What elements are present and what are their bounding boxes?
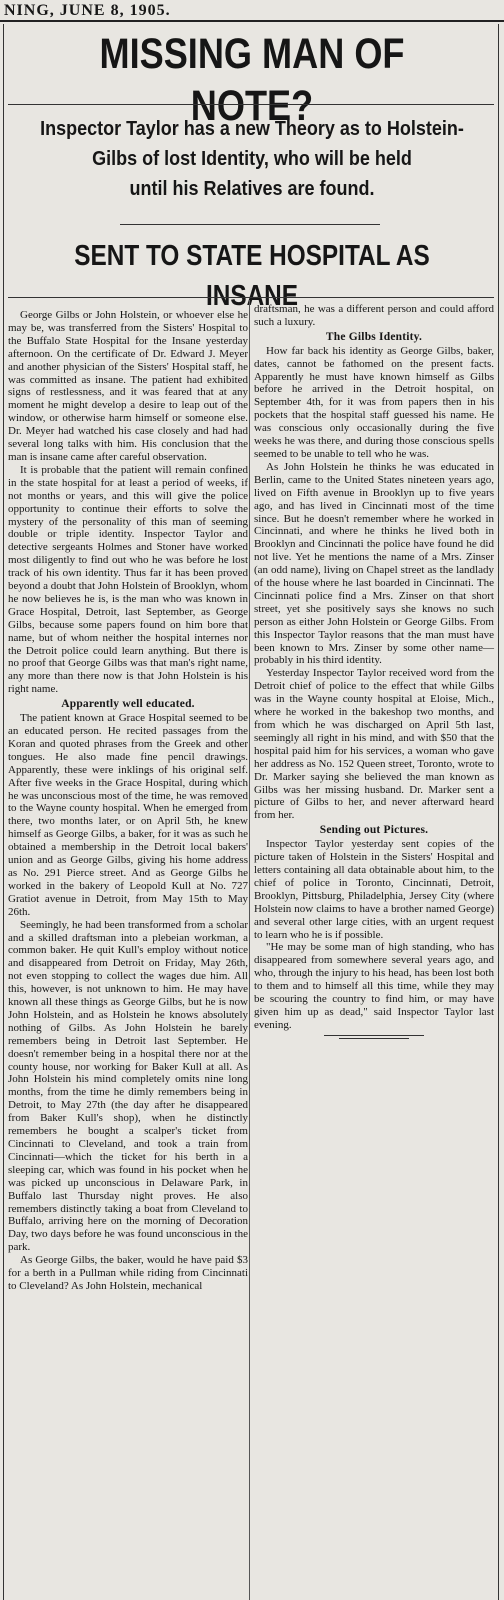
secondary-headline: SENT TO STATE HOSPITAL AS INSANE — [74, 240, 430, 312]
column-divider — [249, 300, 250, 1600]
left-column — [8, 309, 248, 1293]
section-subhead: Apparently well educated. — [61, 698, 195, 711]
article-paragraph: George Gilbs or John Holstein, or whoever else he may be, was transferred from the Sisters' Hospital to the Buffalo State Hospital for the Insane yesterday afternoon. On the certificate of Dr. Edward J. Meyer and another physician of the Sisters' Hospital staff, he was committed as insane. The patient had exhibited signs of restlessness, and it was feared that at any moment he might develop a desire to leap out of the window, or otherwise harm himself or someone else. Dr. Meyer had watched his case closely and had had several long talks with him. His conclusion that the man is insane came after careful observation. — [8, 309, 248, 463]
right-column — [254, 303, 494, 1039]
deck-line: Gilbs of lost Identity, who will be held — [92, 148, 412, 170]
article-paragraph: It is probable that the patient will remain confined in the state hospital for at least a period of weeks, if not months or years, and this will give the police opportunity to continue their efforts to solve the mystery of the personality of this man of seeming double or triple identity. Inspector Taylor and detective sergeants Holmes and Stoner have worked most diligently to find out who he was before he lost track of his own identity. Thus far it has been proved beyond a doubt that John Holstein of Brooklyn, whom he now believes he is, is the man who was known in Grace Hospital, Detroit, last September, as George Gilbs, because some papers found on him bore that name, but of whom neither the hospital internes nor the Detroit police could learn anything. But there is no proof that George Gilbs was that man's right name, any more than there now is that John Holstein is his right name. — [8, 463, 248, 696]
deck-subheadline — [36, 114, 468, 204]
end-rule — [324, 1035, 424, 1036]
masthead-dateline: NING, JUNE 8, 1905. — [0, 0, 504, 22]
page-border-left — [3, 24, 4, 1600]
section-subhead: Sending out Pictures. — [319, 824, 429, 837]
article-paragraph: Inspector Taylor yesterday sent copies of the picture taken of Holstein in the Sisters' Hospital and letters containing all data obtainable about him, to the chief of police in Toronto, Cincinnati, Detroit, Brooklyn, Pittsburg, Philadelphia, Jersey City (where Holstein now claims to have a brother named George) and several other large cities, with an urgent request to learn who he is if possible. — [254, 838, 494, 941]
article-paragraph: Yesterday Inspector Taylor received word from the Detroit chief of police to the effect that while Gilbs was in the Wayne county hospital at Eloise, Mich., where he worked in the bakeshop two months, and from which he was discharged on April 5th last, seemingly all right in his mind, and with $50 that the hospital paid him for his services, a woman who gave her address as No. 152 Queen street, Toronto, wrote to Dr. Marker saying she believed the man known as Gilbs was her missing husband. Dr. Marker sent a picture of Gilbs to her, and never afterward heard from her. — [254, 667, 494, 822]
end-rule — [339, 1038, 409, 1039]
section-subhead: The Gilbs Identity. — [325, 330, 423, 343]
article-paragraph: draftsman, he was a different person and could afford such a luxury. — [254, 303, 494, 328]
article-paragraph: As George Gilbs, the baker, would he have paid $3 for a berth in a Pullman while riding from Cincinnati to Cleveland? As John Holstein, mechanical — [8, 1254, 248, 1292]
deck-line: Inspector Taylor has a new Theory as to Holstein- — [40, 118, 464, 140]
article-paragraph: How far back his identity as George Gilbs, baker, dates, cannot be fathomed on the present facts. Apparently he must have known himself as Gilbs before he arrived in the Detroit hospital, on September 4th, for it was from papers then in his pockets that the hospital staff guessed his name. He was conscious only occasionally during the five weeks he was there, and during those conscious spells seemed to be unable to tell who he was. — [254, 344, 494, 460]
headline-rule — [8, 104, 494, 105]
deck-rule — [120, 224, 380, 225]
deck-line: until his Relatives are found. — [129, 178, 375, 200]
article-paragraph: The patient known at Grace Hospital seemed to be an educated person. He recited passages from the Koran and quoted phrases from the Greek and other tongues. He also made fine pencil drawings. Apparently, these were inklings of his original self. After five weeks in the Grace Hospital, during which he was unconscious most of the time, he was removed to the Wayne county hospital. When he emerged from there, two months later, or on April 5th, he knew himself as George Gilbs, a baker, for it was as such he obtained a membership in the Detroit local bakers' union and as George Gilbs, giving his home address as No. 291 Pierce street. And as George Gilbs he worked in the bakery of Leopold Kull at No. 727 Gratiot avenue in Detroit, from May 15th to May 26th. — [8, 712, 248, 918]
section-rule — [8, 297, 494, 298]
headline: MISSING MAN OF NOTE? — [99, 30, 405, 130]
page-border-right — [498, 24, 499, 1600]
article-paragraph: "He may be some man of high standing, who has disappeared from somewhere several years ago, and who, through the injury to his head, has been lost both to them and to himself all this time, while they may be scouring the country to find him, or may have given him up as dead," said Inspector Taylor last evening. — [254, 941, 494, 1031]
article-paragraph: As John Holstein he thinks he was educated in Berlin, came to the United States nineteen years ago, lived on Fifth avenue in Brooklyn up to five years ago, and has lived in Cincinnati most of the time since. But he doesn't remember where he worked in Cincinnati, and where he thinks he lived both in Brooklyn and Cincinnati the police have found he did not live. Yet he mentions the name of a Mrs. Zinser (an odd name), living on Chapel street as the landlady of the house where he last boarded in Cincinnati. The Cincinnati police find a Mrs. Zinser on that short street, yet she positively says she knows no such person as either John Holstein or George Gilbs. From this Inspector Taylor reasons that the man must have been known to Mrs. Zinser by some other name—probably in his third identity. — [254, 460, 494, 667]
article-paragraph: Seemingly, he had been transformed from a scholar and a skilled draftsman into a plebeian workman, a common baker. He quit Kull's employ without notice and disappeared from Detroit on Friday, May 26th, not even stopping to collect the wages due him. All this, however, is not unknown to him. He may have known all these things as George Gilbs, but he is now John Holstein, and as Holstein he knows absolutely nothing of Gilbs. As John Holstein he barely remembers being in Detroit last September. He doesn't remember being in a hospital there nor at the county house, nor working for Baker Kull at all. As John Holstein his mind completely omits nine long months, from the time he dimly remembers being in Detroit, to May 27th (the day after he disappeared from Baker Kull's shop), when he distinctly remembers he bought a scalper's ticket from Cincinnati to Cleveland, and took a train from Cincinnati—which the ticket for his berth in a sleeping car, which was found in his pocket when he was picked up unconscious in Delaware Park, in Buffalo last Thursday night proves. He also remembers distinctly taking a boat from Cleveland to Buffalo, arriving here on the morning of Decoration Day, two days before he was found unconscious in the park. — [8, 918, 248, 1254]
